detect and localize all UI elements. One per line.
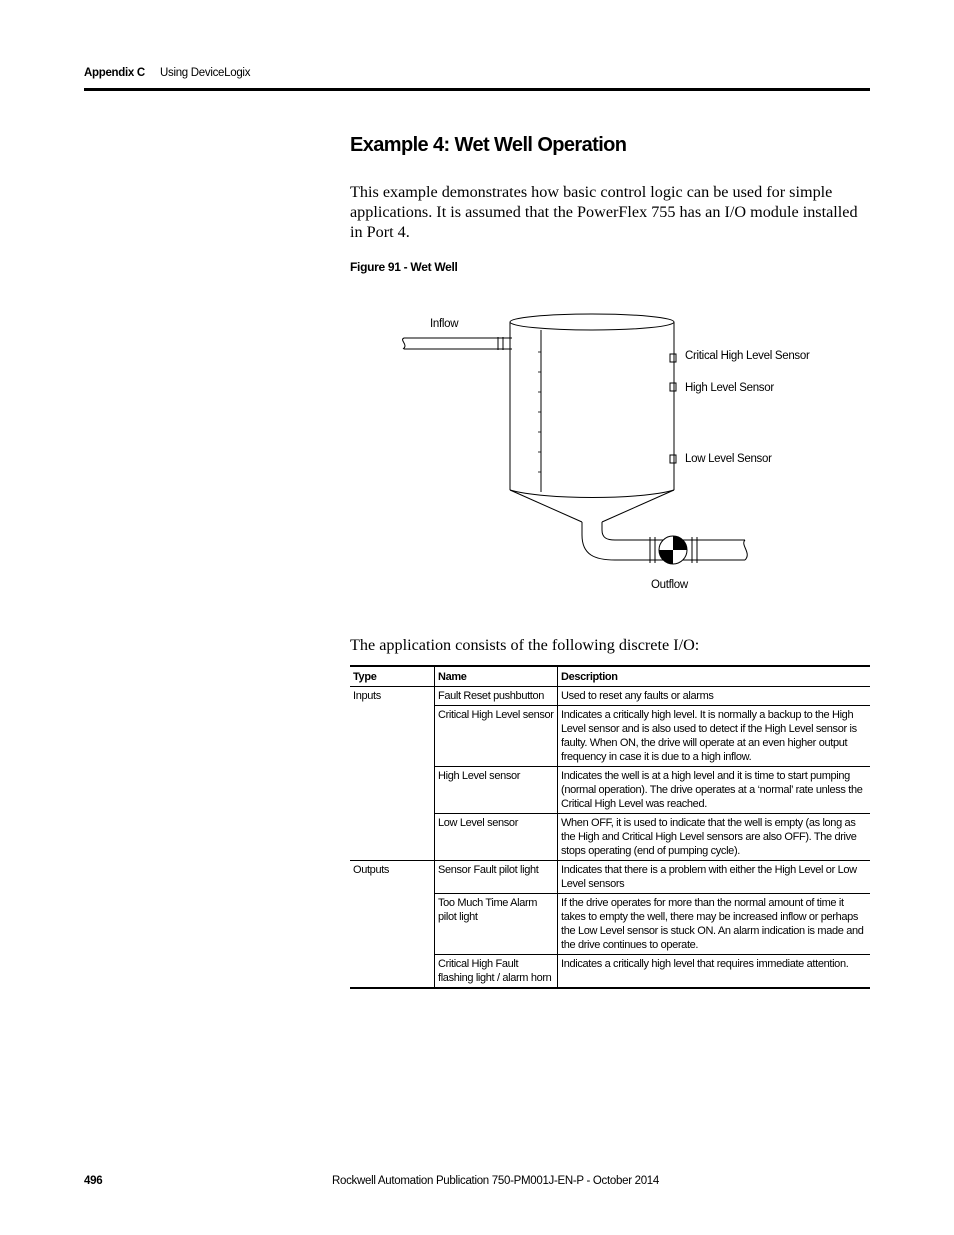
- row-name: Sensor Fault pilot light: [435, 861, 558, 894]
- table-header-row: [350, 666, 870, 687]
- row-description: Indicates a critically high level that requires immediate attention.: [558, 955, 871, 989]
- table-row: [350, 767, 870, 814]
- row-type: [350, 814, 435, 861]
- inflow-pipe: [403, 337, 512, 350]
- table-row: [350, 687, 870, 706]
- intro-paragraph: This example demonstrates how basic control logic can be used for simple applications. It is assumed that the PowerFlex 755 has an I/O module installed in Port 4.: [350, 183, 858, 241]
- wet-well-diagram: [0, 0, 954, 600]
- outflow-label: Outflow: [651, 579, 688, 591]
- column-header-type: Type: [350, 666, 435, 687]
- table-row: [350, 894, 870, 955]
- figure-caption: Figure 91 - Wet Well: [350, 260, 458, 274]
- critical-high-level-sensor-label: Critical High Level Sensor: [685, 350, 810, 362]
- row-type: [350, 706, 435, 767]
- row-description: When OFF, it is used to indicate that the well is empty (as long as the High and Critical High Level sensors are also OFF). The drive stops operating (end of pumping cycle).: [558, 814, 871, 861]
- row-description: Indicates that there is a problem with either the High Level or Low Level sensors: [558, 861, 871, 894]
- high-level-sensor-icon: [670, 383, 676, 391]
- row-type: [350, 767, 435, 814]
- header-appendix: Appendix C: [84, 67, 145, 79]
- table-row: [350, 861, 870, 894]
- tank: [510, 314, 674, 522]
- row-type: [350, 955, 435, 989]
- row-type: Inputs: [353, 690, 381, 702]
- inflow-label: Inflow: [430, 318, 459, 330]
- publication-footer: Rockwell Automation Publication 750-PM001J-EN-P - October 2014: [332, 1175, 660, 1187]
- column-header-name: Name: [435, 666, 558, 687]
- table-row: [350, 706, 870, 767]
- row-description: If the drive operates for more than the normal amount of time it takes to empty the well, there may be increased inflow or perhaps the Low Level sensor is stuck ON. An alarm indication is made and the drive continues to operate.: [558, 894, 871, 955]
- high-level-sensor-label: High Level Sensor: [685, 382, 774, 394]
- row-type: [350, 894, 435, 955]
- row-name: Fault Reset pushbutton: [435, 687, 558, 706]
- table-row: [350, 814, 870, 861]
- row-description: Used to reset any faults or alarms: [558, 687, 871, 706]
- discrete-io-table: [350, 665, 870, 989]
- table-row: [350, 955, 870, 989]
- row-name: Low Level sensor: [435, 814, 558, 861]
- header-section-title: Using DeviceLogix: [160, 67, 251, 79]
- low-level-sensor-label: Low Level Sensor: [685, 453, 772, 465]
- row-description: Indicates the well is at a high level and it is time to start pumping (normal operation). The drive operates at a ‘normal’ rate unless the Critical High Level was reached.: [558, 767, 871, 814]
- section-title: Example 4: Wet Well Operation: [350, 134, 627, 156]
- page-number: 496: [84, 1175, 103, 1187]
- critical-high-level-sensor-icon: [670, 354, 676, 362]
- row-name: Critical High Fault flashing light / alarm horn: [435, 955, 558, 989]
- row-name: Too Much Time Alarm pilot light: [435, 894, 558, 955]
- row-name: Critical High Level sensor: [435, 706, 558, 767]
- low-level-sensor-icon: [670, 455, 676, 463]
- table-intro: The application consists of the following discrete I/O:: [350, 636, 700, 654]
- row-type: Outputs: [353, 864, 390, 876]
- column-header-description: Description: [558, 666, 871, 687]
- row-name: High Level sensor: [435, 767, 558, 814]
- row-description: Indicates a critically high level. It is normally a backup to the High Level sensor and is also used to detect if the High Level sensor is faulty. When ON, the drive will operate at an even higher output frequency in case it is due to a high inflow.: [558, 706, 871, 767]
- valve-icon: [659, 536, 687, 564]
